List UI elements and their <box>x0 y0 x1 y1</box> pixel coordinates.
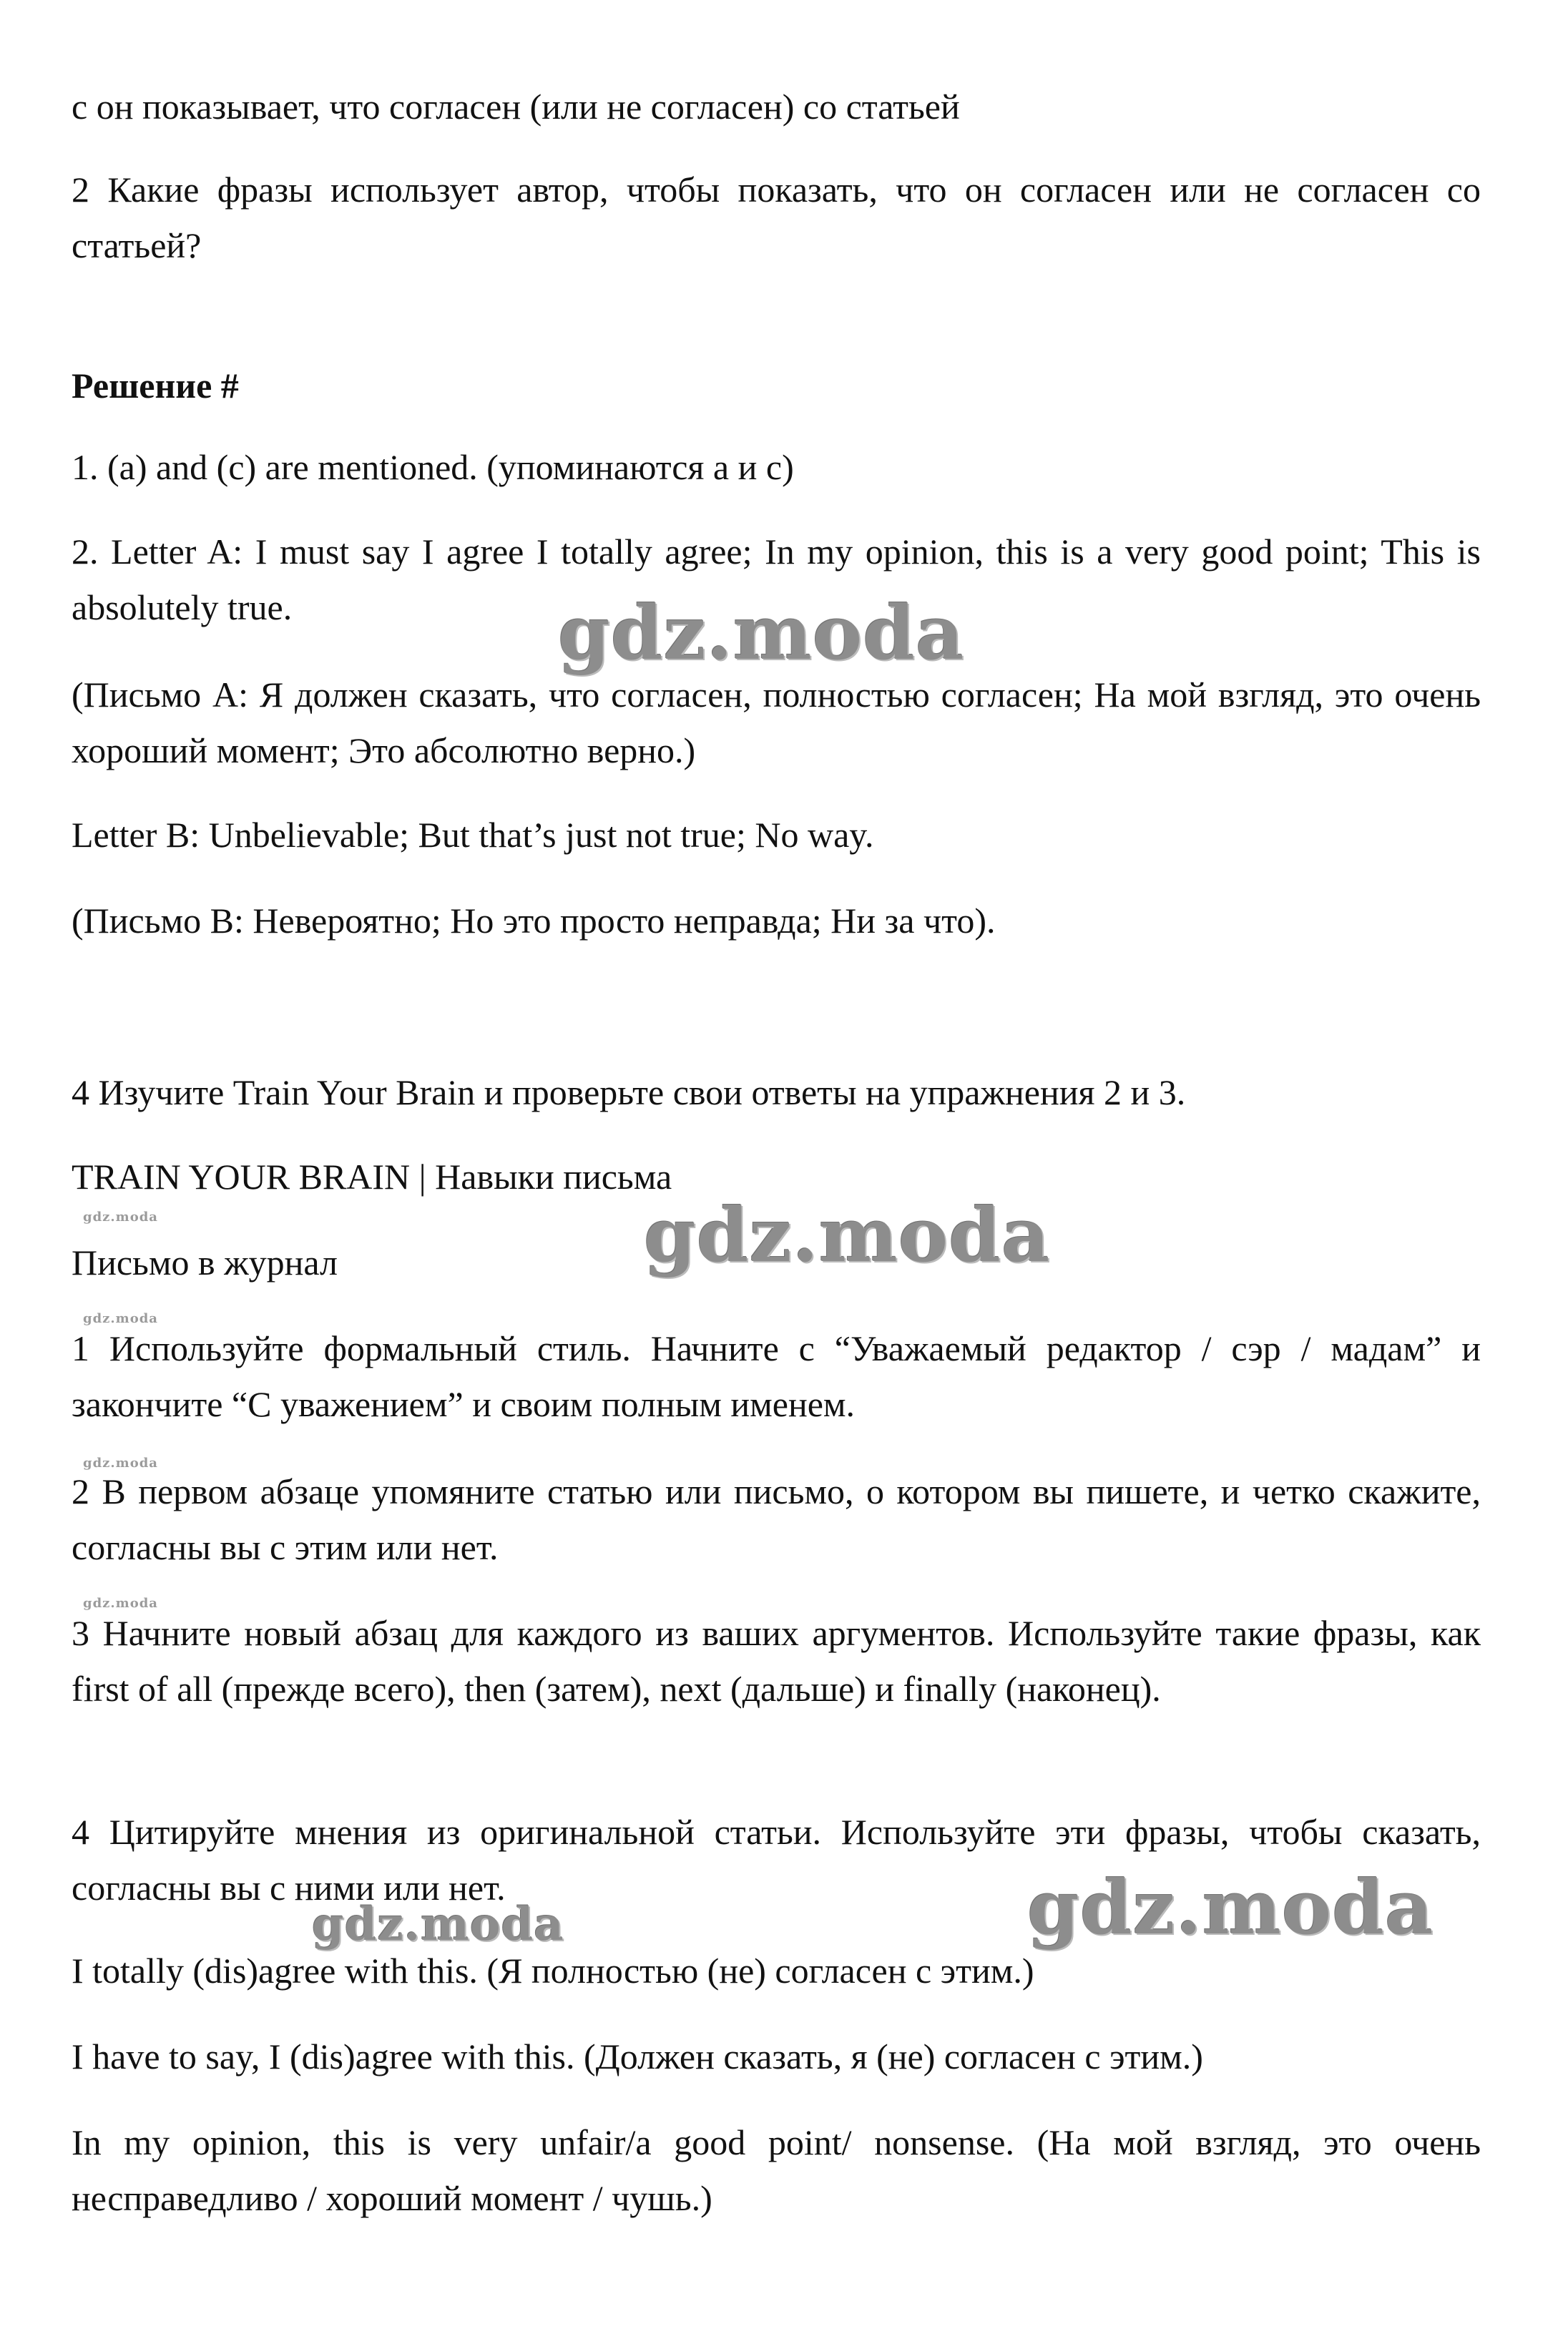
watermark-logo: gdz.moda <box>558 589 965 677</box>
paragraph-answer-2-letter-a: 2. Letter A: I must say I agree I totally agree; In my opinion, this is a very good point; This is absolutely true. <box>72 531 1481 627</box>
watermark-logo-small: gdz.moda <box>83 1311 158 1326</box>
watermark-logo-small: gdz.moda <box>83 1210 158 1225</box>
paragraph-letter-b-translation: (Письмо B: Невероятно; Но это просто неправда; Ни за что). <box>72 901 996 941</box>
watermark-logo: gdz.moda <box>644 1191 1051 1279</box>
watermark-logo: gdz.moda <box>312 1898 564 1951</box>
paragraph-tip-2: 2 В первом абзаце упомяните статью или письмо, о котором вы пишете, и четко скажите, согласны вы с этим или нет. <box>72 1471 1481 1567</box>
paragraph-letter-a-translation: (Письмо A: Я должен сказать, что согласен, полностью согласен; На мой взгляд, это очень хороший момент; Это абсолютно верно.) <box>72 675 1481 770</box>
watermark-logo-small: gdz.moda <box>83 1596 158 1611</box>
paragraph-train-your-brain: TRAIN YOUR BRAIN | Навыки письма <box>72 1157 672 1197</box>
paragraph-letter-b: Letter B: Unbelievable; But that’s just not true; No way. <box>72 815 874 855</box>
paragraph-exercise-4: 4 Изучите Train Your Brain и проверьте свои ответы на упражнения 2 и 3. <box>72 1072 1186 1112</box>
paragraph-tip-4: 4 Цитируйте мнения из оригинальной статьи. Используйте эти фразы, чтобы сказать, согласны вы с ними или нет. <box>72 1812 1481 1908</box>
paragraph-phrase-2: I have to say, I (dis)agree with this. (Должен сказать, я (не) согласен с этим.) <box>72 2036 1203 2076</box>
paragraph-answer-1: 1. (a) and (c) are mentioned. (упоминаются а и с) <box>72 447 794 487</box>
solution-heading: Решение # <box>72 366 239 406</box>
paragraph-tip-1: 1 Используйте формальный стиль. Начните с “Уважаемый редактор / сэр / мадам” и закончите “С уважением” и своим полным именем. <box>72 1328 1481 1424</box>
paragraph-phrase-1: I totally (dis)agree with this. (Я полностью (не) согласен с этим.) <box>72 1951 1034 1991</box>
paragraph-option-c: с он показывает, что согласен (или не согласен) со статьей <box>72 87 960 127</box>
paragraph-phrase-3: In my opinion, this is very unfair/a good point/ nonsense. (На мой взгляд, это очень несправедливо / хороший момент / чушь.) <box>72 2122 1481 2218</box>
paragraph-tip-3: 3 Начните новый абзац для каждого из ваших аргументов. Используйте такие фразы, как first of all (прежде всего), then (затем), next (дальше) и finally (наконец). <box>72 1613 1481 1709</box>
paragraph-question-2: 2 Какие фразы использует автор, чтобы показать, что он согласен или не согласен со статьей? <box>72 170 1481 265</box>
watermark-logo-small: gdz.moda <box>83 1456 158 1471</box>
watermark-logo: gdz.moda <box>1027 1863 1434 1951</box>
paragraph-letter-to-magazine: Письмо в журнал <box>72 1242 338 1283</box>
